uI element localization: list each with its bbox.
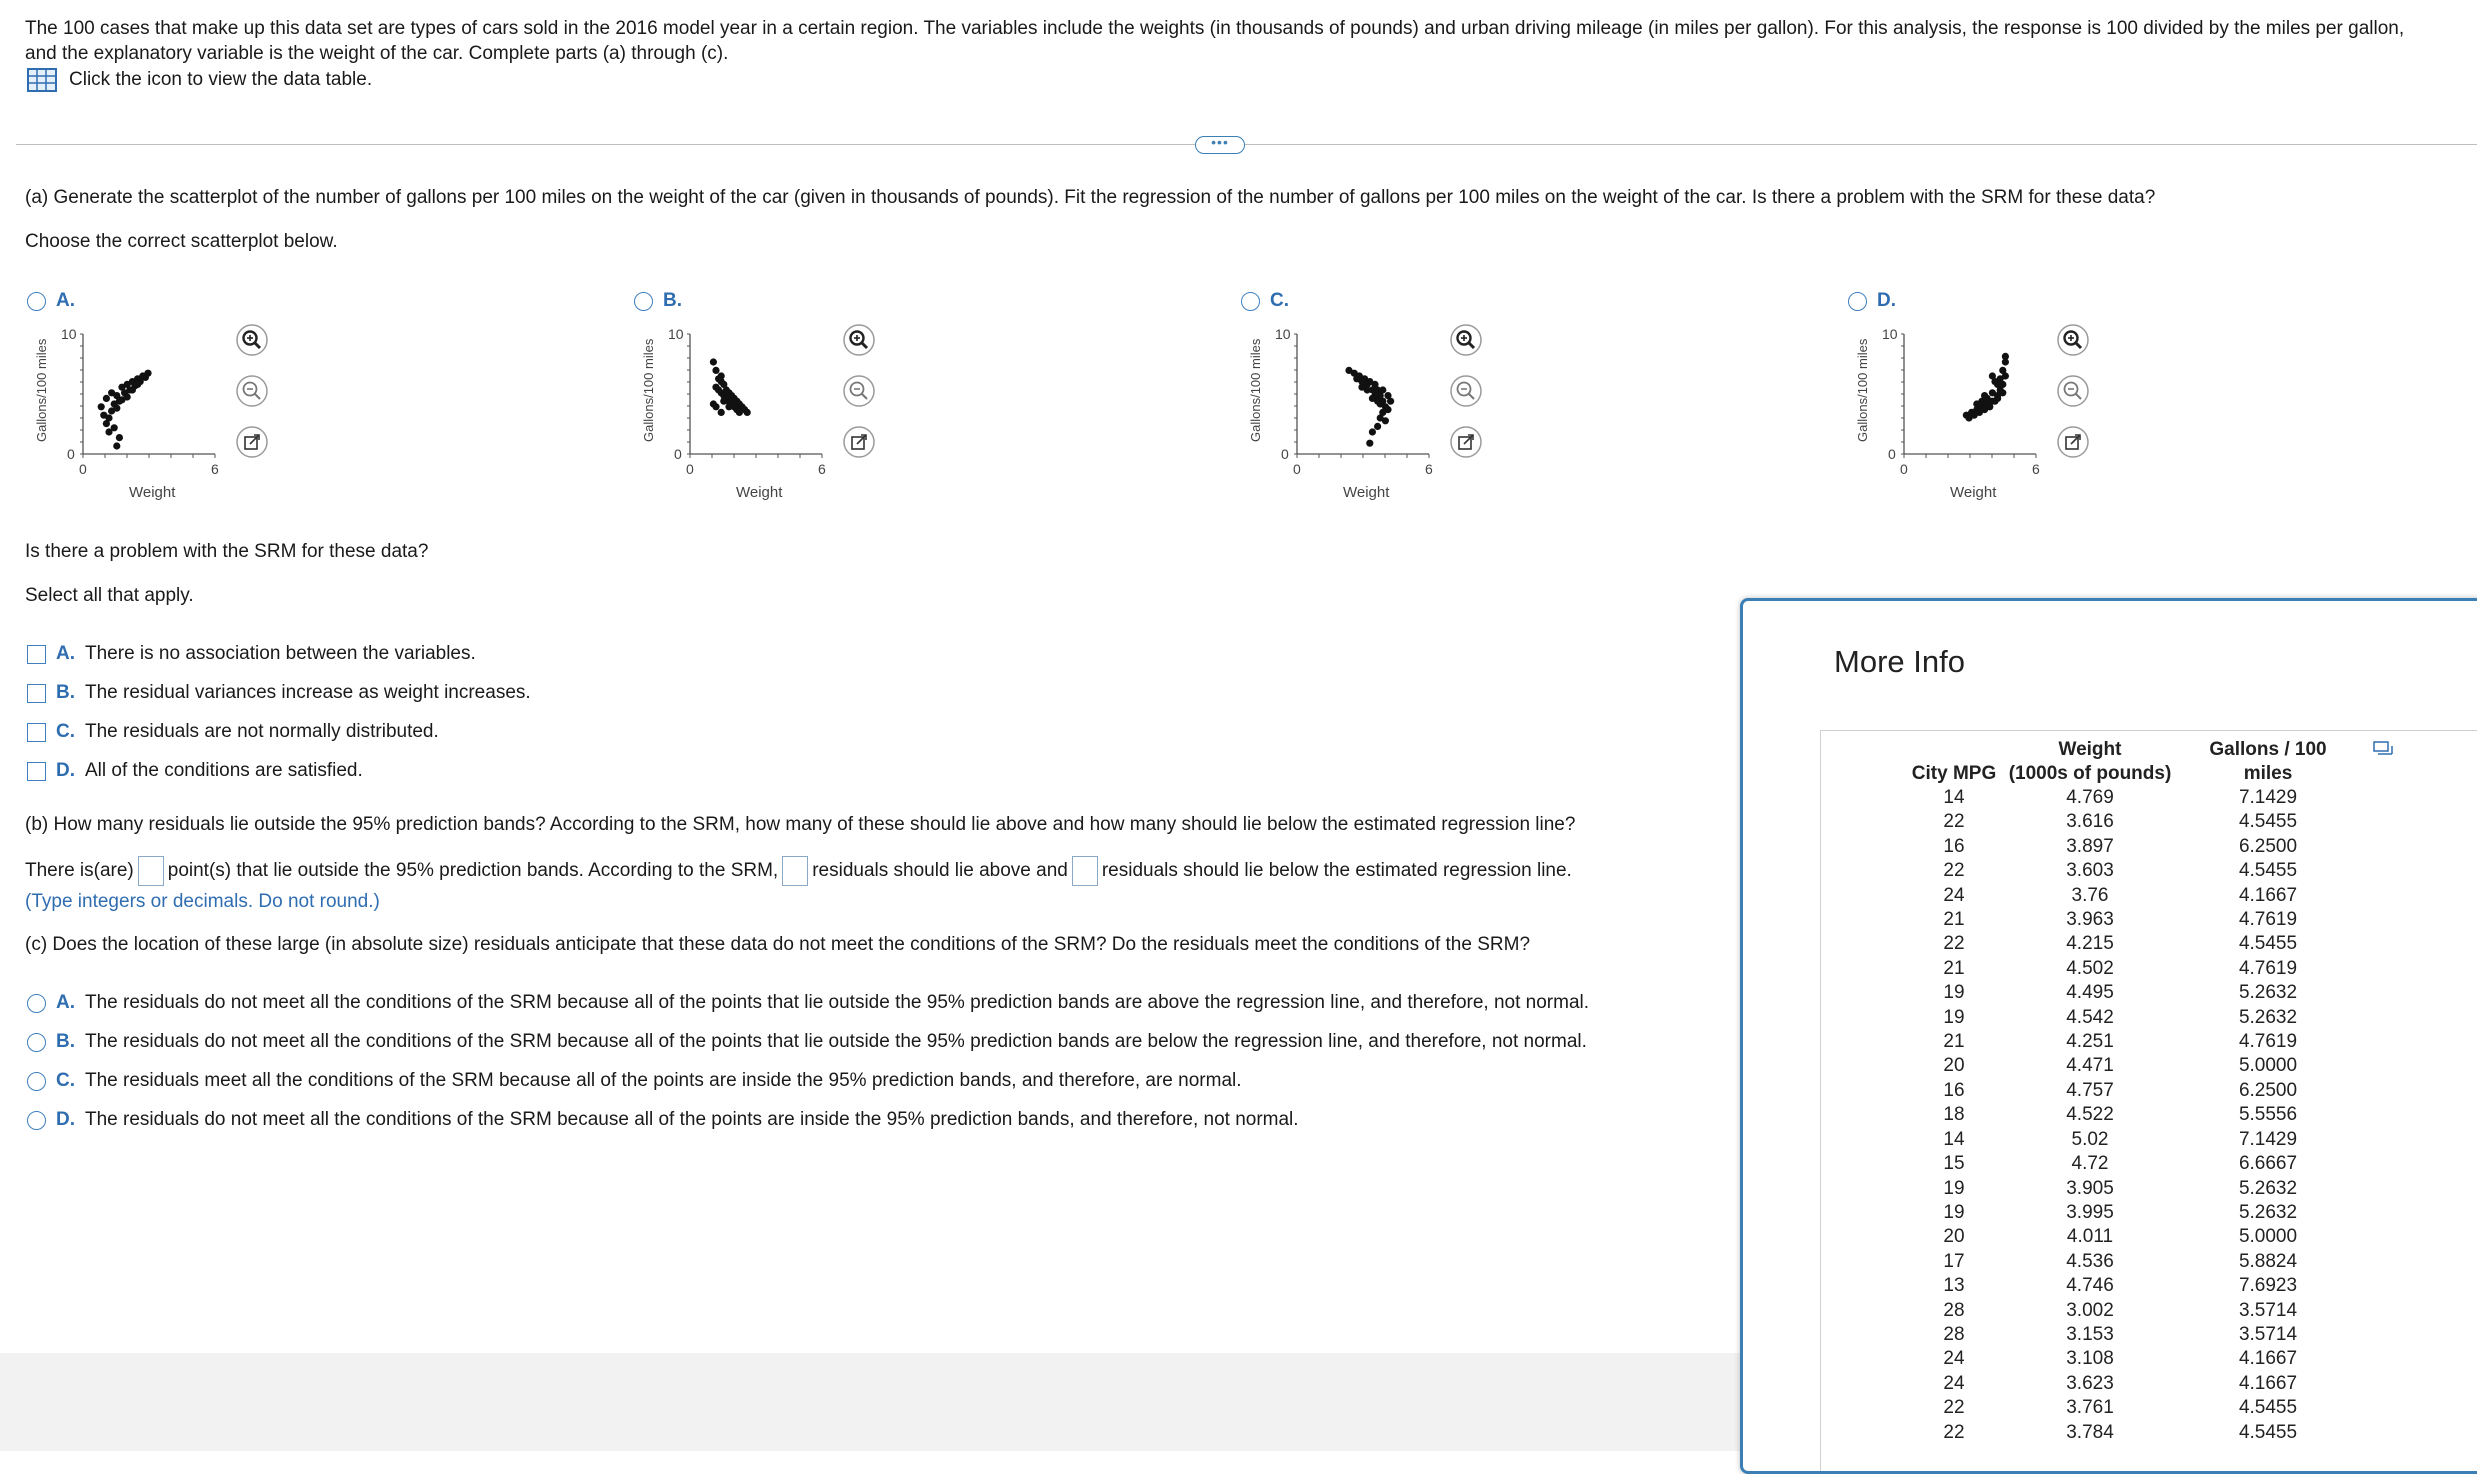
gallons-cell: 4.5455 <box>2238 860 2298 882</box>
table-row <box>1906 1103 2358 1127</box>
table-row <box>1906 932 2358 956</box>
srm-option-a[interactable] <box>27 643 476 665</box>
mpg-cell: 17 <box>1943 1250 1965 1272</box>
mpg-cell: 21 <box>1943 957 1965 979</box>
weight-cell: 3.108 <box>2066 1348 2114 1370</box>
part-c-text-b: The residuals do not meet all the conditions of the SRM because all of the points that lie outside the 95% prediction bands are below the regression line, and therefore, not normal. <box>85 1031 1587 1052</box>
scatterplot-letter-c: C. <box>1270 290 1289 311</box>
scatterplot-letter-a: A. <box>56 290 75 311</box>
zoom-out-icon[interactable] <box>2056 374 2090 408</box>
y-axis-label: Gallons/100 miles <box>641 338 656 442</box>
header-mpg: City MPG <box>1911 763 1997 784</box>
weight-cell: 4.746 <box>2066 1275 2114 1297</box>
srm-option-c[interactable] <box>27 721 439 743</box>
table-row <box>1906 1030 2358 1054</box>
part-c-text-a: The residuals do not meet all the conditions of the SRM because all of the points that lie outside the 95% prediction bands are above the regression line, and therefore, not normal. <box>85 992 1590 1013</box>
more-info-title: More Info <box>1834 644 1965 679</box>
data-table <box>1906 738 2358 1445</box>
mpg-cell: 13 <box>1943 1275 1965 1297</box>
scatter-point <box>1999 389 2006 396</box>
scatter-point <box>124 393 131 400</box>
weight-cell: 3.616 <box>2066 811 2114 833</box>
problem-statement: The 100 cases that make up this data set are types of cars sold in the 2016 model year in a certain region. The variables include the weights (in thousands of pounds) and urban driving mileage (in miles per gallon). For this analysis, the response is 100 divided by the miles per gallon, and the explanatory variable is the weight of the car. Complete parts (a) through (c). <box>25 18 2405 64</box>
x-axis-label: Weight <box>129 484 176 501</box>
weight-cell: 5.02 <box>2071 1128 2109 1150</box>
part-c-radio-a[interactable] <box>27 994 46 1013</box>
expand-icon[interactable] <box>842 425 876 459</box>
mpg-cell: 24 <box>1943 1348 1965 1370</box>
y-axis-label: Gallons/100 miles <box>1855 338 1870 442</box>
scatter-point <box>1382 417 1389 424</box>
scatterplot-label-a[interactable] <box>27 290 75 312</box>
x-min-label: 0 <box>1293 461 1301 477</box>
copy-table-icon[interactable] <box>2373 741 2393 757</box>
scatter-point <box>113 442 120 449</box>
gallons-cell: 4.7619 <box>2238 909 2298 931</box>
zoom-out-icon[interactable] <box>235 374 269 408</box>
part-c-question: (c) Does the location of these large (in absolute size) residuals anticipate that these data do not meet the conditions of the SRM? Do the residuals meet the conditions of the SRM? <box>25 934 1531 955</box>
scatterplot-a <box>23 322 323 522</box>
x-max-label: 6 <box>211 461 219 477</box>
mpg-cell: 22 <box>1943 811 1965 833</box>
weight-cell: 3.905 <box>2066 1177 2114 1199</box>
scatterplot-radio-c[interactable] <box>1241 292 1260 311</box>
scatter-point <box>129 386 136 393</box>
gallons-cell: 4.1667 <box>2238 1348 2298 1370</box>
zoom-in-icon[interactable] <box>842 323 876 357</box>
table-row <box>1906 1250 2358 1274</box>
scatter-point <box>710 358 717 365</box>
scatterplot-radio-b[interactable] <box>634 292 653 311</box>
part-b-question: (b) How many residuals lie outside the 95% prediction bands? According to the SRM, how many of these should lie above and how many should lie below the estimated regression line? <box>25 814 1576 835</box>
srm-letter-d: D. <box>56 760 75 781</box>
part-b-text-2: point(s) that lie outside the 95% prediction bands. According to the SRM, <box>167 860 779 882</box>
gallons-cell: 4.1667 <box>2238 1372 2298 1394</box>
scatterplot-d <box>1844 322 2144 522</box>
table-row <box>1906 1177 2358 1201</box>
gallons-cell: 4.1667 <box>2238 884 2298 906</box>
weight-cell: 4.495 <box>2066 982 2114 1004</box>
scatter-point <box>712 367 719 374</box>
x-axis-label: Weight <box>1343 484 1390 501</box>
table-row <box>1906 1274 2358 1298</box>
x-axis-label: Weight <box>736 484 783 501</box>
part-c-option-c[interactable] <box>27 1070 1242 1092</box>
srm-checkbox-d[interactable] <box>27 762 46 781</box>
scatter-point <box>1989 389 1996 396</box>
gallons-cell: 5.2632 <box>2238 982 2298 1004</box>
weight-cell: 4.72 <box>2071 1153 2109 1175</box>
zoom-in-icon[interactable] <box>235 323 269 357</box>
weight-cell: 3.784 <box>2066 1421 2114 1443</box>
mpg-cell: 15 <box>1943 1153 1965 1175</box>
scatter-point <box>1981 392 1988 399</box>
gallons-cell: 3.5714 <box>2238 1323 2298 1345</box>
part-b-text-1: There is(are) <box>25 860 134 882</box>
part-c-text-d: The residuals do not meet all the conditions of the SRM because all of the points are inside the 95% prediction bands, and therefore, not normal. <box>85 1109 1299 1130</box>
table-row <box>1906 1299 2358 1323</box>
part-c-letter-b: B. <box>56 1031 75 1052</box>
expand-icon[interactable] <box>2056 425 2090 459</box>
zoom-out-icon[interactable] <box>1449 374 1483 408</box>
weight-cell: 3.002 <box>2066 1299 2114 1321</box>
zoom-in-icon[interactable] <box>2056 323 2090 357</box>
srm-letter-c: C. <box>56 721 75 742</box>
srm-letter-a: A. <box>56 643 75 664</box>
scatter-point <box>1973 400 1980 407</box>
part-c-letter-c: C. <box>56 1070 75 1091</box>
mpg-cell: 22 <box>1943 860 1965 882</box>
gallons-cell: 6.2500 <box>2238 835 2298 857</box>
table-row <box>1906 810 2358 834</box>
scatter-point <box>720 398 727 405</box>
gallons-cell: 7.1429 <box>2238 787 2298 808</box>
scatterplot-option-d[interactable] <box>1848 290 2040 501</box>
gallons-cell: 5.0000 <box>2238 1055 2298 1077</box>
part-a-question: (a) Generate the scatterplot of the number of gallons per 100 miles on the weight of the car (given in thousands of pounds). Fit the regression of the number of gallons per 100 miles on the weight of the car. Is there a problem with the SRM for these data? <box>25 187 2156 208</box>
srm-text-a: There is no association between the variables. <box>85 643 476 664</box>
mpg-cell: 20 <box>1943 1226 1965 1248</box>
above-count-input[interactable] <box>782 856 808 886</box>
weight-cell: 3.963 <box>2066 909 2114 931</box>
y-max-label: 10 <box>1275 326 1291 342</box>
weight-cell: 4.522 <box>2066 1104 2114 1126</box>
footer-background <box>0 1353 1745 1451</box>
scatter-point <box>725 403 732 410</box>
x-max-label: 6 <box>818 461 826 477</box>
table-row <box>1906 859 2358 883</box>
y-axis-label: Gallons/100 miles <box>34 338 49 442</box>
srm-checkbox-b[interactable] <box>27 684 46 703</box>
table-row <box>1906 1128 2358 1152</box>
section-divider <box>16 144 2477 145</box>
weight-cell: 3.995 <box>2066 1201 2114 1223</box>
header-weight: Weight (1000s of pounds) <box>2008 739 2172 784</box>
x-min-label: 0 <box>686 461 694 477</box>
table-row <box>1906 1152 2358 1176</box>
part-c-option-a[interactable] <box>27 992 1589 1014</box>
scatter-point <box>1369 395 1376 402</box>
srm-text-c: The residuals are not normally distributed. <box>85 721 439 742</box>
scatter-point <box>1384 406 1391 413</box>
below-count-input[interactable] <box>1072 856 1098 886</box>
scatterplot-option-a[interactable] <box>27 290 219 501</box>
mpg-cell: 18 <box>1943 1104 1965 1126</box>
gallons-cell: 4.7619 <box>2238 957 2298 979</box>
srm-option-b[interactable] <box>27 682 531 704</box>
mpg-cell: 22 <box>1943 1397 1965 1419</box>
part-c-radio-d[interactable] <box>27 1111 46 1130</box>
weight-cell: 4.215 <box>2066 933 2114 955</box>
part-c-option-d[interactable] <box>27 1109 1299 1131</box>
gallons-cell: 5.8824 <box>2238 1250 2298 1272</box>
x-max-label: 6 <box>1425 461 1433 477</box>
gallons-cell: 4.5455 <box>2238 811 2298 833</box>
srm-checkbox-a[interactable] <box>27 645 46 664</box>
scatterplot-c <box>1237 322 1537 522</box>
data-table-link[interactable] <box>27 68 372 92</box>
gallons-cell: 5.2632 <box>2238 1177 2298 1199</box>
scatter-point <box>1986 403 1993 410</box>
mpg-cell: 28 <box>1943 1299 1965 1321</box>
part-c-radio-c[interactable] <box>27 1072 46 1091</box>
part-c-option-b[interactable] <box>27 1031 1587 1053</box>
mpg-cell: 16 <box>1943 835 1965 857</box>
mpg-cell: 24 <box>1943 1372 1965 1394</box>
scatter-point <box>113 405 120 412</box>
mpg-cell: 19 <box>1943 1177 1965 1199</box>
scatter-point <box>1377 400 1384 407</box>
part-b-text-4: residuals should lie below the estimated regression line. <box>1101 860 1572 882</box>
scatterplot-option-b[interactable] <box>634 290 826 501</box>
part-b-note: (Type integers or decimals. Do not round.) <box>25 891 380 912</box>
table-row <box>1906 1006 2358 1030</box>
table-row <box>1906 786 2358 810</box>
table-row <box>1906 908 2358 932</box>
scatter-point <box>1387 398 1394 405</box>
weight-cell: 3.76 <box>2071 884 2109 906</box>
mpg-cell: 22 <box>1943 1421 1965 1443</box>
scatterplot-label-b[interactable] <box>634 290 682 312</box>
srm-instruction: Select all that apply. <box>25 585 194 606</box>
scatterplot-letter-d: D. <box>1877 290 1896 311</box>
part-c-letter-d: D. <box>56 1109 75 1130</box>
part-b-text-3: residuals should lie above and <box>812 860 1068 882</box>
mpg-cell: 20 <box>1943 1055 1965 1077</box>
table-row <box>1906 1079 2358 1103</box>
y-axis-label: Gallons/100 miles <box>1248 338 1263 442</box>
scatterplot-radio-a[interactable] <box>27 292 46 311</box>
x-min-label: 0 <box>79 461 87 477</box>
mpg-cell: 19 <box>1943 982 1965 1004</box>
weight-cell: 3.761 <box>2066 1397 2114 1419</box>
weight-cell: 4.502 <box>2066 957 2114 979</box>
gallons-cell: 6.2500 <box>2238 1079 2298 1101</box>
mpg-cell: 14 <box>1943 1128 1965 1150</box>
table-row <box>1906 957 2358 981</box>
scatter-point <box>2002 353 2009 360</box>
scatter-point <box>103 395 110 402</box>
scatter-point <box>1379 386 1386 393</box>
gallons-cell: 4.5455 <box>2238 1421 2298 1443</box>
mpg-cell: 21 <box>1943 909 1965 931</box>
scatter-point <box>142 374 149 381</box>
expand-more-button[interactable]: ••• <box>1195 136 1245 154</box>
gallons-cell: 5.2632 <box>2238 1201 2298 1223</box>
scatter-point <box>1994 395 2001 402</box>
mpg-cell: 16 <box>1943 1079 1965 1101</box>
part-c-radio-b[interactable] <box>27 1033 46 1052</box>
scatter-point <box>736 409 743 416</box>
y-max-label: 10 <box>1882 326 1898 342</box>
scatter-point <box>1999 367 2006 374</box>
gallons-cell: 5.5556 <box>2238 1104 2298 1126</box>
scatterplot-label-c[interactable] <box>1241 290 1289 312</box>
weight-cell: 4.536 <box>2066 1250 2114 1272</box>
y-max-label: 10 <box>668 326 684 342</box>
part-c-text-c: The residuals meet all the conditions of the SRM because all of the points are inside the 95% prediction bands, and therefore, are normal. <box>85 1070 1242 1091</box>
table-row <box>1906 884 2358 908</box>
zoom-out-icon[interactable] <box>842 374 876 408</box>
y-max-label: 10 <box>61 326 77 342</box>
mpg-cell: 28 <box>1943 1323 1965 1345</box>
expand-icon[interactable] <box>235 425 269 459</box>
mpg-cell: 19 <box>1943 1201 1965 1223</box>
x-max-label: 6 <box>2032 461 2040 477</box>
y-min-label: 0 <box>1281 446 1289 462</box>
scatter-point <box>1358 384 1365 391</box>
weight-cell: 3.603 <box>2066 860 2114 882</box>
scatter-point <box>1366 440 1373 447</box>
scatter-point <box>134 381 141 388</box>
table-row <box>1906 1372 2358 1396</box>
table-row <box>1906 981 2358 1005</box>
srm-option-d[interactable] <box>27 760 363 782</box>
table-row <box>1906 1396 2358 1420</box>
scatter-point <box>744 409 751 416</box>
scatter-point <box>116 434 123 441</box>
scatter-point <box>1991 378 1998 385</box>
y-min-label: 0 <box>674 446 682 462</box>
table-row <box>1906 1347 2358 1371</box>
scatter-point <box>105 428 112 435</box>
data-table-icon[interactable] <box>27 68 57 92</box>
scatter-point <box>1374 423 1381 430</box>
gallons-cell: 4.5455 <box>2238 933 2298 955</box>
part-a-instruction: Choose the correct scatterplot below. <box>25 231 338 252</box>
mpg-cell: 19 <box>1943 1006 1965 1028</box>
y-min-label: 0 <box>67 446 75 462</box>
gallons-cell: 7.1429 <box>2238 1128 2298 1150</box>
weight-cell: 3.623 <box>2066 1372 2114 1394</box>
srm-text-b: The residual variances increase as weight increases. <box>85 682 531 703</box>
mpg-cell: 21 <box>1943 1031 1965 1053</box>
x-min-label: 0 <box>1900 461 1908 477</box>
table-row <box>1906 835 2358 859</box>
gallons-cell: 5.2632 <box>2238 1006 2298 1028</box>
scatterplot-label-d[interactable] <box>1848 290 1896 312</box>
data-table-link-text[interactable]: Click the icon to view the data table. <box>69 69 373 90</box>
gallons-cell: 4.5455 <box>2238 1397 2298 1419</box>
weight-cell: 3.897 <box>2066 835 2114 857</box>
mpg-cell: 14 <box>1943 787 1965 808</box>
scatterplot-letter-b: B. <box>663 290 682 311</box>
gallons-cell: 6.6667 <box>2238 1153 2298 1175</box>
scatter-point <box>98 403 105 410</box>
table-row <box>1906 1323 2358 1347</box>
weight-cell: 4.542 <box>2066 1006 2114 1028</box>
scatter-point <box>718 372 725 379</box>
scatter-point <box>712 403 719 410</box>
weight-cell: 4.011 <box>2066 1226 2114 1248</box>
srm-question: Is there a problem with the SRM for these data? <box>25 541 429 562</box>
scatterplot-option-c[interactable] <box>1241 290 1433 501</box>
weight-cell: 4.757 <box>2066 1079 2114 1101</box>
gallons-cell: 7.6923 <box>2238 1275 2298 1297</box>
weight-cell: 4.471 <box>2066 1055 2114 1077</box>
gallons-cell: 5.0000 <box>2238 1226 2298 1248</box>
mpg-cell: 24 <box>1943 884 1965 906</box>
zoom-in-icon[interactable] <box>1449 323 1483 357</box>
data-table-wrapper <box>1906 738 2358 1445</box>
gallons-cell: 4.7619 <box>2238 1031 2298 1053</box>
part-b-answer-line <box>25 856 1572 886</box>
scatter-point <box>718 409 725 416</box>
header-gallons: Gallons / 100 miles <box>2209 739 2327 784</box>
table-row <box>1906 1201 2358 1225</box>
scatter-point <box>1369 428 1376 435</box>
y-min-label: 0 <box>1888 446 1896 462</box>
scatter-point <box>103 420 110 427</box>
part-c-letter-a: A. <box>56 992 75 1013</box>
scatterplot-radio-d[interactable] <box>1848 292 1867 311</box>
srm-checkbox-c[interactable] <box>27 723 46 742</box>
outside-count-input[interactable] <box>138 856 164 886</box>
mpg-cell: 22 <box>1943 933 1965 955</box>
weight-cell: 3.153 <box>2066 1323 2114 1345</box>
table-row <box>1906 1054 2358 1078</box>
table-row <box>1906 1225 2358 1249</box>
scatterplot-b <box>630 322 930 522</box>
table-row <box>1906 1421 2358 1445</box>
gallons-cell: 3.5714 <box>2238 1299 2298 1321</box>
srm-text-d: All of the conditions are satisfied. <box>85 760 363 781</box>
srm-letter-b: B. <box>56 682 75 703</box>
expand-icon[interactable] <box>1449 425 1483 459</box>
x-axis-label: Weight <box>1950 484 1997 501</box>
weight-cell: 4.769 <box>2066 787 2114 808</box>
weight-cell: 4.251 <box>2066 1031 2114 1053</box>
